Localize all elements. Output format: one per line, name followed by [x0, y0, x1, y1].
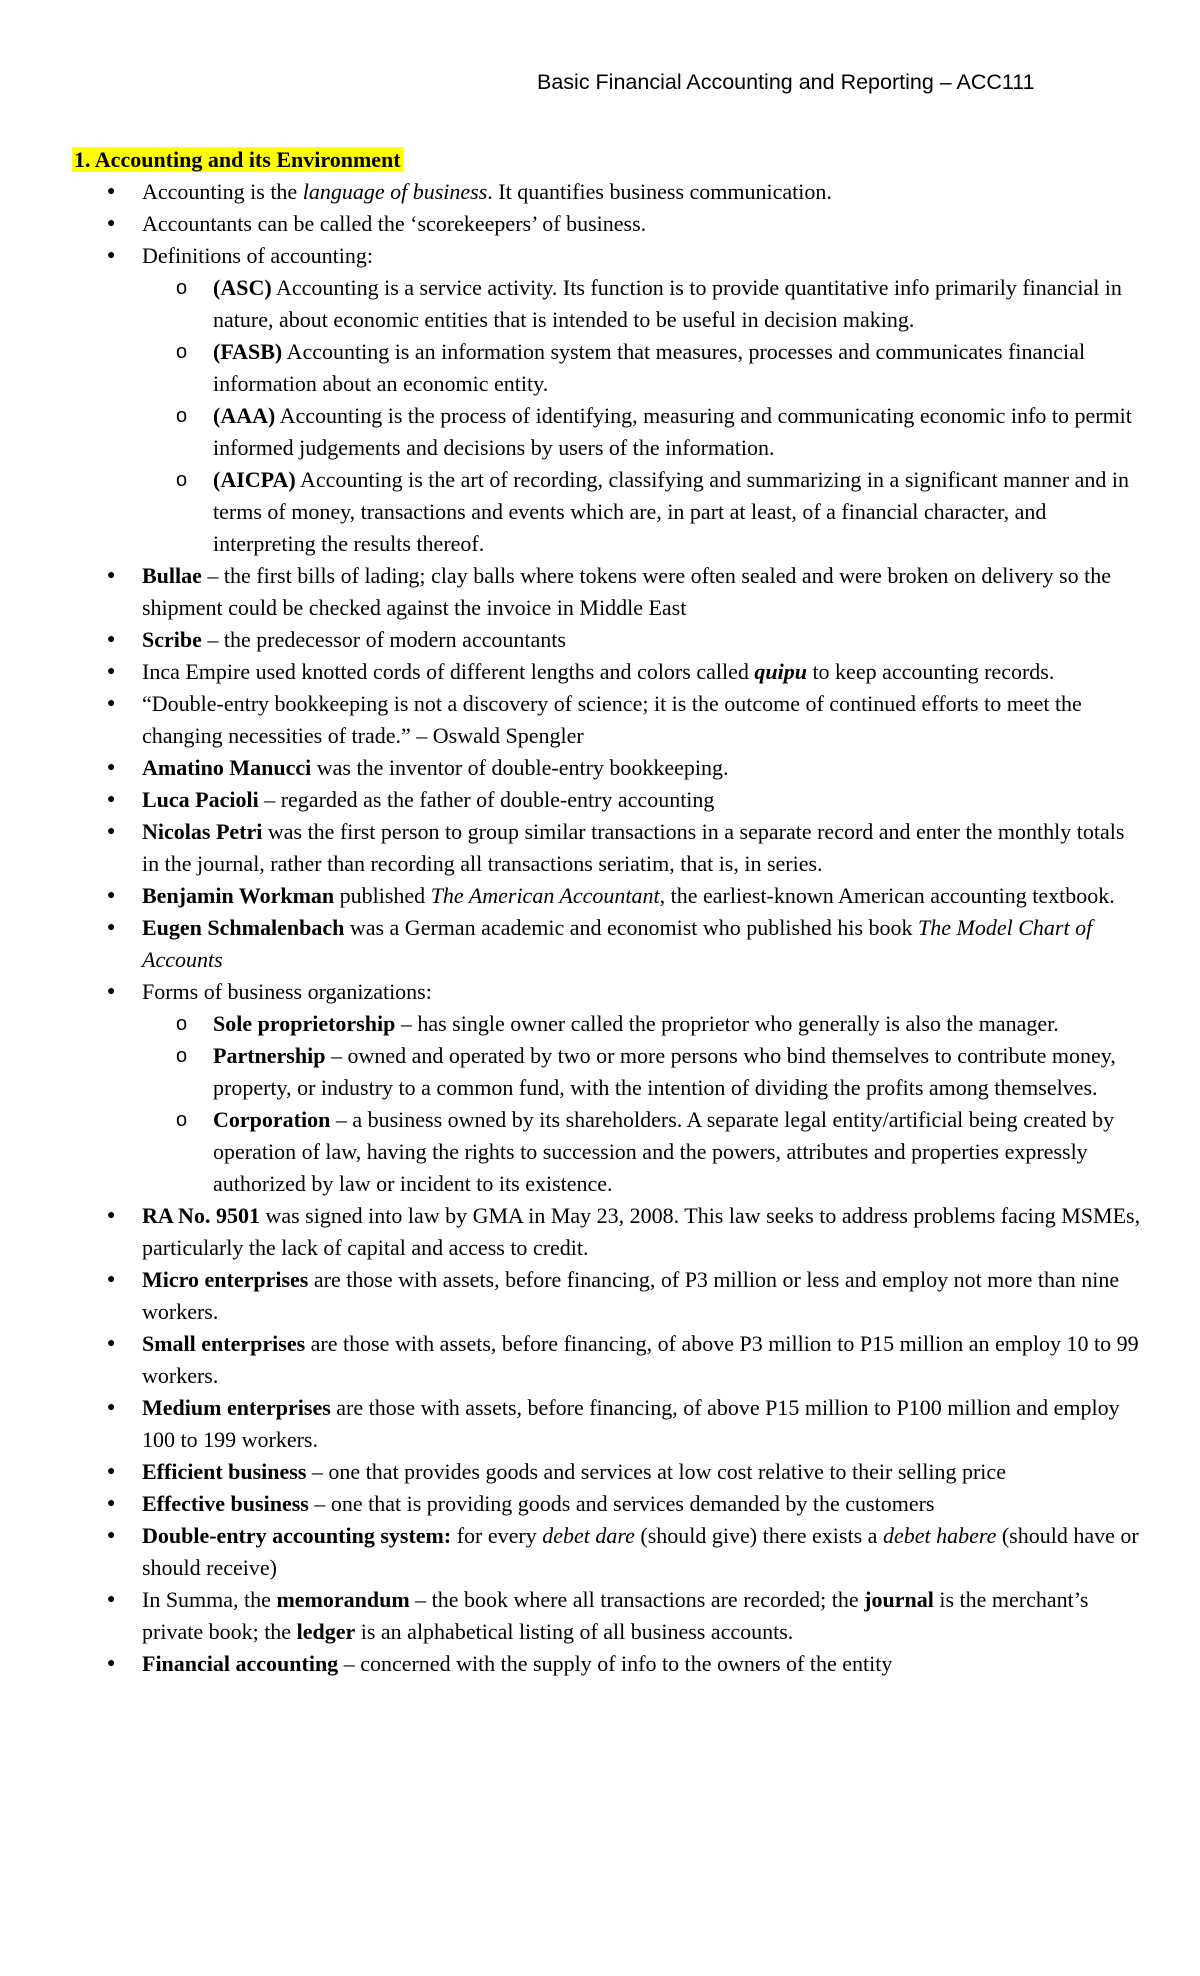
- list-item-text: [142, 691, 1082, 748]
- text-run: – a business owned by its shareholders. A separate legal entity/artificial being created by operation of law, having the rights to succession and the powers, attributes and properties expressly authorized by law or incident to its existence.: [213, 1107, 1115, 1196]
- page-header: Basic Financial Accounting and Reporting – ACC111: [537, 70, 1035, 94]
- list-item: [72, 1328, 1142, 1392]
- bullet-icon: ●: [107, 1208, 116, 1223]
- list-item: [72, 624, 1142, 656]
- list-item: [72, 1488, 1142, 1520]
- list-item-text: [142, 819, 1124, 876]
- list-item: [72, 976, 1142, 1008]
- list-item: [72, 752, 1142, 784]
- list-item-text: [142, 1267, 1119, 1324]
- list-item: [72, 1392, 1142, 1456]
- sub-list-item-text: [213, 1107, 1114, 1196]
- text-run: Financial accounting: [142, 1651, 339, 1676]
- sub-list-item-text: [213, 467, 1129, 556]
- text-run: In Summa, the: [142, 1587, 277, 1612]
- text-run: language of business: [302, 179, 488, 204]
- list-item: [72, 816, 1142, 880]
- sub-list-item: [72, 1008, 1142, 1040]
- text-run: Definitions of accounting:: [142, 243, 373, 268]
- bullet-icon: ●: [107, 248, 116, 263]
- list-item: [72, 656, 1142, 688]
- text-run: is the merchant’s private book; the: [142, 1587, 1089, 1644]
- text-run: Medium enterprises: [142, 1395, 331, 1420]
- sub-list-item-text: [213, 275, 1122, 332]
- text-run: (ASC): [213, 275, 272, 300]
- list-item: [72, 1520, 1142, 1584]
- sub-list-item-text: [213, 1011, 1059, 1036]
- bullet-list: [72, 176, 1142, 1680]
- text-run: Effective business: [142, 1491, 309, 1516]
- circle-bullet-icon: o: [176, 469, 188, 491]
- list-item: [72, 1264, 1142, 1328]
- bullet-icon: ●: [107, 632, 116, 647]
- list-item: [72, 1584, 1142, 1648]
- text-run: Forms of business organizations:: [142, 979, 432, 1004]
- list-item-text: [142, 915, 1092, 972]
- list-item: [72, 176, 1142, 208]
- bullet-icon: ●: [107, 824, 116, 839]
- text-run: – has single owner called the proprietor who generally is also the manager.: [395, 1011, 1059, 1036]
- list-item-text: [142, 755, 729, 780]
- list-item-text: [142, 883, 1115, 908]
- text-run: “Double-entry bookkeeping is not a discovery of science; it is the outcome of continued efforts to meet the changing necessities of trade.” – Oswald Spengler: [142, 691, 1082, 748]
- text-run: to keep accounting records.: [806, 659, 1055, 684]
- list-item-text: [142, 179, 832, 204]
- bullet-icon: ●: [107, 1528, 116, 1543]
- text-run: debet habere: [882, 1523, 997, 1548]
- list-item-text: [142, 659, 1054, 684]
- bullet-icon: ●: [107, 216, 116, 231]
- list-item-text: [142, 627, 566, 652]
- text-run: debet dare: [542, 1523, 635, 1548]
- sub-bullet-list: [72, 272, 1142, 560]
- text-run: Sole proprietorship: [213, 1011, 396, 1036]
- bullet-icon: ●: [107, 920, 116, 935]
- list-item: [72, 1648, 1142, 1680]
- bullet-icon: ●: [107, 1592, 116, 1607]
- section-title: [72, 144, 1142, 176]
- text-run: (FASB): [213, 339, 283, 364]
- list-item-text: [142, 1651, 892, 1676]
- text-run: . It quantifies business communication.: [487, 179, 832, 204]
- text-run: , the earliest-known American accounting textbook.: [659, 883, 1115, 908]
- list-item: [72, 1456, 1142, 1488]
- text-run: was a German academic and economist who published his book: [344, 915, 919, 940]
- list-item-text: [142, 787, 714, 812]
- sub-bullet-list: [72, 1008, 1142, 1200]
- text-run: – the book where all transactions are recorded; the: [409, 1587, 865, 1612]
- text-run: was the inventor of double-entry bookkeeping.: [311, 755, 729, 780]
- text-run: Accounting is a service activity. Its function is to provide quantitative info primarily financial in nature, about economic entities that is intended to be useful in decision making.: [213, 275, 1122, 332]
- sub-list-item-text: [213, 339, 1085, 396]
- list-item-text: [142, 1459, 1006, 1484]
- sub-list-item: [72, 1040, 1142, 1104]
- text-run: was signed into law by GMA in May 23, 2008. This law seeks to address problems facing MSMEs, particularly the lack of capital and access to credit.: [142, 1203, 1141, 1260]
- circle-bullet-icon: o: [176, 1045, 188, 1067]
- text-run: Accountants can be called the ‘scorekeepers’ of business.: [142, 211, 647, 236]
- text-run: – one that is providing goods and services demanded by the customers: [308, 1491, 935, 1516]
- text-run: published: [334, 883, 431, 908]
- text-run: – concerned with the supply of info to the owners of the entity: [338, 1651, 893, 1676]
- text-run: was the first person to group similar transactions in a separate record and enter the monthly totals in the journal, rather than recording all transactions seriatim, that is, in series.: [142, 819, 1125, 876]
- sub-list-item-text: [213, 1043, 1116, 1100]
- text-run: Bullae: [142, 563, 202, 588]
- bullet-icon: ●: [107, 888, 116, 903]
- sub-list-item: [72, 336, 1142, 400]
- text-run: journal: [864, 1587, 934, 1612]
- text-run: memorandum: [276, 1587, 410, 1612]
- text-run: Small enterprises: [142, 1331, 306, 1356]
- text-run: Partnership: [213, 1043, 326, 1068]
- text-run: ledger: [296, 1619, 356, 1644]
- text-run: – owned and operated by two or more persons who bind themselves to contribute money, property, or industry to a common fund, with the intention of dividing the profits among themselves.: [213, 1043, 1116, 1100]
- section-title-text: 1. Accounting and its Environment: [74, 147, 401, 172]
- text-run: are those with assets, before financing, of above P15 million to P100 million and employ 100 to 199 workers.: [142, 1395, 1120, 1452]
- text-run: Inca Empire used knotted cords of different lengths and colors called: [142, 659, 755, 684]
- text-run: Accounting is the art of recording, classifying and summarizing in a significant manner and in terms of money, transactions and events which are, in part at least, of a financial character, and interpreting the results thereof.: [213, 467, 1130, 556]
- text-run: are those with assets, before financing, of P3 million or less and employ not more than nine workers.: [142, 1267, 1120, 1324]
- text-run: Luca Pacioli: [142, 787, 259, 812]
- text-run: Micro enterprises: [142, 1267, 309, 1292]
- bullet-icon: ●: [107, 1272, 116, 1287]
- sub-list-container: [72, 1008, 1142, 1200]
- text-run: Eugen Schmalenbach: [142, 915, 345, 940]
- list-item: [72, 784, 1142, 816]
- text-run: for every: [451, 1523, 543, 1548]
- text-run: The American Accountant: [430, 883, 660, 908]
- sub-list-item: [72, 1104, 1142, 1200]
- list-item-text: [142, 1331, 1139, 1388]
- circle-bullet-icon: o: [176, 341, 188, 363]
- bullet-icon: ●: [107, 760, 116, 775]
- list-item: [72, 240, 1142, 272]
- circle-bullet-icon: o: [176, 405, 188, 427]
- text-run: (should have or should receive): [142, 1523, 1139, 1580]
- text-run: is an alphabetical listing of all business accounts.: [355, 1619, 794, 1644]
- list-item: [72, 1200, 1142, 1264]
- text-run: – one that provides goods and services at low cost relative to their selling price: [306, 1459, 1006, 1484]
- text-run: Nicolas Petri: [142, 819, 263, 844]
- list-item-text: [142, 979, 432, 1004]
- bullet-icon: ●: [107, 1656, 116, 1671]
- text-run: (AAA): [213, 403, 276, 428]
- list-item-text: [142, 1587, 1088, 1644]
- text-run: The Model Chart of Accounts: [142, 915, 1093, 972]
- bullet-icon: ●: [107, 696, 116, 711]
- text-run: Scribe: [142, 627, 202, 652]
- circle-bullet-icon: o: [176, 1109, 188, 1131]
- sub-list-item: [72, 272, 1142, 336]
- text-run: Double-entry accounting system:: [142, 1523, 452, 1548]
- bullet-icon: ●: [107, 1336, 116, 1351]
- bullet-icon: ●: [107, 792, 116, 807]
- text-run: Accounting is the process of identifying, measuring and communicating economic info to permit informed judgements and decisions by users of the information.: [213, 403, 1132, 460]
- list-item: [72, 560, 1142, 624]
- list-item: [72, 880, 1142, 912]
- bullet-icon: ●: [107, 568, 116, 583]
- sub-list-container: [72, 272, 1142, 560]
- text-run: (AICPA): [213, 467, 296, 492]
- list-item-text: [142, 1523, 1139, 1580]
- circle-bullet-icon: o: [176, 277, 188, 299]
- list-item-text: [142, 1203, 1140, 1260]
- bullet-icon: ●: [107, 184, 116, 199]
- list-item: [72, 688, 1142, 752]
- text-run: Corporation: [213, 1107, 331, 1132]
- text-run: Accounting is an information system that measures, processes and communicates financial information about an economic entity.: [213, 339, 1086, 396]
- text-run: Accounting is the: [142, 179, 303, 204]
- text-run: (should give) there exists a: [634, 1523, 883, 1548]
- text-run: RA No. 9501: [142, 1203, 260, 1228]
- circle-bullet-icon: o: [176, 1013, 188, 1035]
- bullet-icon: ●: [107, 984, 116, 999]
- text-run: are those with assets, before financing, of above P3 million to P15 million an employ 10 to 99 workers.: [142, 1331, 1139, 1388]
- sub-list-item-text: [213, 403, 1132, 460]
- list-item-text: [142, 211, 646, 236]
- list-item: [72, 208, 1142, 240]
- text-run: Amatino Manucci: [142, 755, 312, 780]
- list-item-text: [142, 563, 1111, 620]
- document-body: [72, 144, 1142, 1680]
- list-item-text: [142, 243, 373, 268]
- bullet-icon: ●: [107, 1464, 116, 1479]
- sub-list-item: [72, 400, 1142, 464]
- bullet-icon: ●: [107, 664, 116, 679]
- list-item-text: [142, 1491, 934, 1516]
- text-run: – the first bills of lading; clay balls where tokens were often sealed and were broken on delivery so the shipment could be checked against the invoice in Middle East: [142, 563, 1111, 620]
- text-run: Efficient business: [142, 1459, 307, 1484]
- text-run: – regarded as the father of double-entry accounting: [258, 787, 715, 812]
- text-run: quipu: [754, 659, 807, 684]
- list-item: [72, 912, 1142, 976]
- list-item-text: [142, 1395, 1120, 1452]
- bullet-icon: ●: [107, 1400, 116, 1415]
- text-run: – the predecessor of modern accountants: [201, 627, 566, 652]
- sub-list-item: [72, 464, 1142, 560]
- bullet-icon: ●: [107, 1496, 116, 1511]
- text-run: Benjamin Workman: [142, 883, 335, 908]
